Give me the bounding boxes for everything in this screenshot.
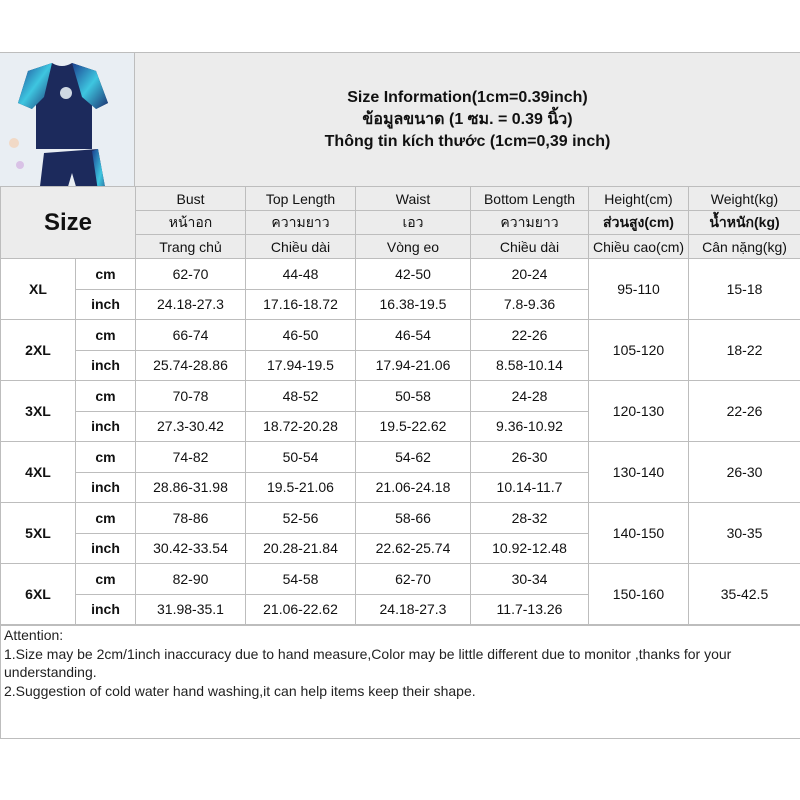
col-header-en: Weight(kg) xyxy=(689,187,800,211)
waist-inch: 19.5-22.62 xyxy=(356,411,471,442)
col-header-th: ความยาว xyxy=(246,211,356,235)
size-label: 2XL xyxy=(1,320,76,381)
col-header-vi: Chiều dài xyxy=(471,235,589,259)
table-row xyxy=(1,259,800,290)
bottom-length-inch: 10.92-12.48 xyxy=(471,533,589,564)
height-value: 95-110 xyxy=(589,259,689,320)
size-label: 4XL xyxy=(1,442,76,503)
height-value: 130-140 xyxy=(589,442,689,503)
size-label: 5XL xyxy=(1,503,76,564)
weight-value: 26-30 xyxy=(689,442,800,503)
waist-inch: 21.06-24.18 xyxy=(356,472,471,503)
col-header-en: Height(cm) xyxy=(589,187,689,211)
height-value: 140-150 xyxy=(589,503,689,564)
bust-inch: 31.98-35.1 xyxy=(136,594,246,625)
bust-cm: 78-86 xyxy=(136,503,246,534)
top-length-cm: 52-56 xyxy=(246,503,356,534)
col-header-th: ส่วนสูง(cm) xyxy=(589,211,689,235)
top-length-inch: 17.94-19.5 xyxy=(246,350,356,381)
bottom-length-cm: 30-34 xyxy=(471,564,589,595)
bust-inch: 28.86-31.98 xyxy=(136,472,246,503)
bottom-length-inch: 8.58-10.14 xyxy=(471,350,589,381)
size-label: XL xyxy=(1,259,76,320)
size-table xyxy=(0,186,800,625)
waist-inch: 22.62-25.74 xyxy=(356,533,471,564)
weight-value: 18-22 xyxy=(689,320,800,381)
waist-cm: 54-62 xyxy=(356,442,471,473)
unit-label: cm xyxy=(76,381,136,412)
bust-cm: 66-74 xyxy=(136,320,246,351)
bust-cm: 70-78 xyxy=(136,381,246,412)
unit-label: inch xyxy=(76,350,136,381)
header-text xyxy=(135,53,800,187)
unit-label: cm xyxy=(76,320,136,351)
bust-inch: 27.3-30.42 xyxy=(136,411,246,442)
bottom-length-cm: 24-28 xyxy=(471,381,589,412)
size-label: 3XL xyxy=(1,381,76,442)
bust-cm: 62-70 xyxy=(136,259,246,290)
table-row xyxy=(1,564,800,595)
bust-inch: 24.18-27.3 xyxy=(136,289,246,320)
weight-value: 30-35 xyxy=(689,503,800,564)
table-row xyxy=(1,442,800,473)
waist-inch: 24.18-27.3 xyxy=(356,594,471,625)
kids-swimsuit-set-image xyxy=(0,53,135,187)
bottom-length-cm: 20-24 xyxy=(471,259,589,290)
waist-cm: 50-58 xyxy=(356,381,471,412)
top-length-cm: 46-50 xyxy=(246,320,356,351)
unit-label: cm xyxy=(76,564,136,595)
bottom-length-inch: 11.7-13.26 xyxy=(471,594,589,625)
col-header-en: Bottom Length xyxy=(471,187,589,211)
note-item: 2.Suggestion of cold water hand washing,it can help items keep their shape. xyxy=(4,682,476,699)
unit-label: inch xyxy=(76,594,136,625)
waist-cm: 58-66 xyxy=(356,503,471,534)
bottom-length-inch: 9.36-10.92 xyxy=(471,411,589,442)
top-length-cm: 48-52 xyxy=(246,381,356,412)
bust-cm: 82-90 xyxy=(136,564,246,595)
header-line-en: Size Information(1cm=0.39inch) xyxy=(347,89,588,106)
table-row xyxy=(1,503,800,534)
height-value: 120-130 xyxy=(589,381,689,442)
col-header-vi: Vòng eo xyxy=(356,235,471,259)
col-header-th: เอว xyxy=(356,211,471,235)
waist-cm: 46-54 xyxy=(356,320,471,351)
waist-inch: 17.94-21.06 xyxy=(356,350,471,381)
bust-inch: 30.42-33.54 xyxy=(136,533,246,564)
bottom-length-inch: 10.14-11.7 xyxy=(471,472,589,503)
table-row xyxy=(1,320,800,351)
col-header-th: น้ำหนัก(kg) xyxy=(689,211,800,235)
waist-cm: 42-50 xyxy=(356,259,471,290)
unit-label: inch xyxy=(76,289,136,320)
note-item: 1.Size may be 2cm/1inch inaccuracy due to hand measure,Color may be little different due to monitor ,thanks for your understanding. xyxy=(4,645,732,680)
col-header-vi: Cân nặng(kg) xyxy=(689,235,800,259)
height-value: 105-120 xyxy=(589,320,689,381)
col-header-en: Top Length xyxy=(246,187,356,211)
col-header-vi: Chiều dài xyxy=(246,235,356,259)
bust-inch: 25.74-28.86 xyxy=(136,350,246,381)
bottom-length-inch: 7.8-9.36 xyxy=(471,289,589,320)
top-length-inch: 21.06-22.62 xyxy=(246,594,356,625)
bust-cm: 74-82 xyxy=(136,442,246,473)
height-value: 150-160 xyxy=(589,564,689,625)
weight-value: 15-18 xyxy=(689,259,800,320)
top-length-cm: 54-58 xyxy=(246,564,356,595)
waist-inch: 16.38-19.5 xyxy=(356,289,471,320)
unit-label: cm xyxy=(76,442,136,473)
col-header-vi: Chiều cao(cm) xyxy=(589,235,689,259)
header-line-vi: Thông tin kích thước (1cm=0,39 inch) xyxy=(324,133,611,150)
unit-label: inch xyxy=(76,411,136,442)
notes-title: Attention: xyxy=(4,627,64,643)
col-header-th: หน้าอก xyxy=(136,211,246,235)
unit-label: cm xyxy=(76,503,136,534)
bottom-length-cm: 28-32 xyxy=(471,503,589,534)
col-header-en: Waist xyxy=(356,187,471,211)
table-row xyxy=(1,381,800,412)
top-length-cm: 44-48 xyxy=(246,259,356,290)
unit-label: inch xyxy=(76,533,136,564)
chart-header xyxy=(0,52,800,188)
top-length-cm: 50-54 xyxy=(246,442,356,473)
bottom-length-cm: 26-30 xyxy=(471,442,589,473)
header-line-th: ข้อมูลขนาด (1 ซม. = 0.39 นิ้ว) xyxy=(362,111,573,128)
waist-cm: 62-70 xyxy=(356,564,471,595)
top-length-inch: 20.28-21.84 xyxy=(246,533,356,564)
attention-notes xyxy=(0,625,800,739)
unit-label: inch xyxy=(76,472,136,503)
col-header-en: Bust xyxy=(136,187,246,211)
size-column-header: Size xyxy=(1,187,136,259)
top-length-inch: 17.16-18.72 xyxy=(246,289,356,320)
top-length-inch: 18.72-20.28 xyxy=(246,411,356,442)
top-length-inch: 19.5-21.06 xyxy=(246,472,356,503)
weight-value: 35-42.5 xyxy=(689,564,800,625)
bottom-length-cm: 22-26 xyxy=(471,320,589,351)
col-header-th: ความยาว xyxy=(471,211,589,235)
size-label: 6XL xyxy=(1,564,76,625)
weight-value: 22-26 xyxy=(689,381,800,442)
unit-label: cm xyxy=(76,259,136,290)
col-header-vi: Trang chủ xyxy=(136,235,246,259)
